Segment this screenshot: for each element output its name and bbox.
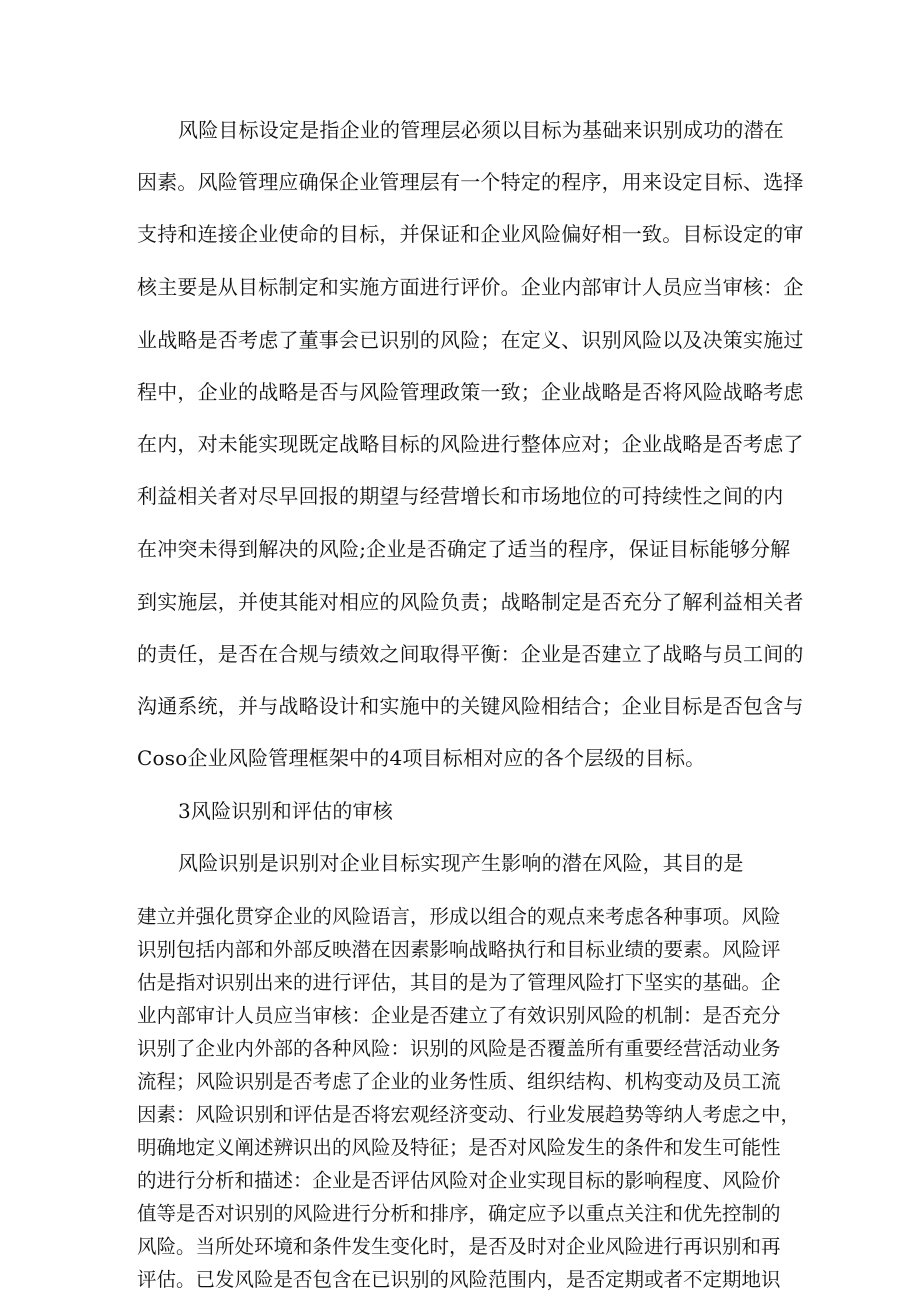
paragraph-1-line: 支持和连接企业使命的目标，并保证和企业风险偏好相一致。目标设定的审: [137, 222, 804, 246]
paragraph-1-line: 因素。风险管理应确保企业管理层有一个特定的程序，用来设定目标、选择: [137, 170, 804, 194]
paragraph-3-line: 流程；风险识别是否考虑了企业的业务性质、组织结构、机构变动及员工流: [137, 1070, 781, 1093]
paragraph-3-line: 因素：风险识别和评估是否将宏观经济变动、行业发展趋势等纳人考虑之中，: [137, 1103, 801, 1126]
paragraph-3-line: 的进行分析和描述：企业是否评估风险对企业实现目标的影响程度、风险价: [137, 1169, 781, 1192]
paragraph-1-line: 到实施层，并使其能对相应的风险负责；战略制定是否充分了解利益相关者: [137, 590, 804, 614]
paragraph-3-line: 值等是否对识别的风险进行分析和排序，确定应予以重点关注和优先控制的: [137, 1202, 781, 1225]
paragraph-1-line: 在冲突未得到解决的风险;企业是否确定了适当的程序，保证目标能够分解: [137, 537, 791, 561]
paragraph-1-line: 的责任，是否在合规与绩效之间取得平衡：企业是否建立了战略与员工间的: [137, 642, 804, 666]
paragraph-1-line: 利益相关者对尽早回报的期望与经营增长和市场地位的可持续性之间的内: [137, 484, 784, 508]
paragraph-3-line: 建立并强化贯穿企业的风险语言，形成以组合的观点来考虑各种事项。风险: [137, 905, 781, 928]
paragraph-1-line: Coso企业风险管理框架中的4项目标相对应的各个层级的目标。: [137, 746, 706, 770]
paragraph-1-line: 在内，对未能实现既定战略目标的风险进行整体应对；企业战略是否考虑了: [137, 432, 804, 456]
paragraph-3-line: 估是指对识别出来的进行评估，其目的是为了管理风险打下坚实的基础。企: [137, 971, 781, 994]
paragraph-1-line: 程中，企业的战略是否与风险管理政策一致；企业战略是否将风险战略考虑: [137, 380, 804, 404]
paragraph-3-line: 明确地定义阐述辨识出的风险及特征；是否对风险发生的条件和发生可能性: [137, 1136, 781, 1159]
paragraph-1-line: 沟通系统，并与战略设计和实施中的关键风险相结合；企业目标是否包含与: [137, 694, 804, 718]
paragraph-3-line: 识别包括内部和外部反映潜在因素影响战略执行和目标业绩的要素。风险评: [137, 938, 781, 961]
paragraph-3-line: 识别了企业内外部的各种风险：识别的风险是否覆盖所有重要经营活动业务: [137, 1037, 781, 1060]
paragraph-1-line: 业战略是否考虑了董事会已识别的风险；在定义、识别风险以及决策实施过: [137, 328, 804, 352]
paragraph-3-line: 评估。已发风险是否包含在已识别的风险范围内，是否定期或者不定期地识: [137, 1268, 781, 1291]
paragraph-1-line: 核主要是从目标制定和实施方面进行评价。企业内部审计人员应当审核：企: [137, 275, 804, 299]
section-heading: 3风险识别和评估的审核: [178, 799, 393, 823]
paragraph-2-line: 风险识别是识别对企业目标实现产生影响的潜在风险，其目的是: [178, 851, 744, 875]
paragraph-1-line: 风险目标设定是指企业的管理层必须以目标为基础来识别成功的潜在: [178, 118, 784, 142]
paragraph-3-line: 业内部审计人员应当审核：企业是否建立了有效识别风险的机制：是否充分: [137, 1004, 781, 1027]
paragraph-3-line: 风险。当所处环境和条件发生变化时，是否及时对企业风险进行再识别和再: [137, 1235, 781, 1258]
